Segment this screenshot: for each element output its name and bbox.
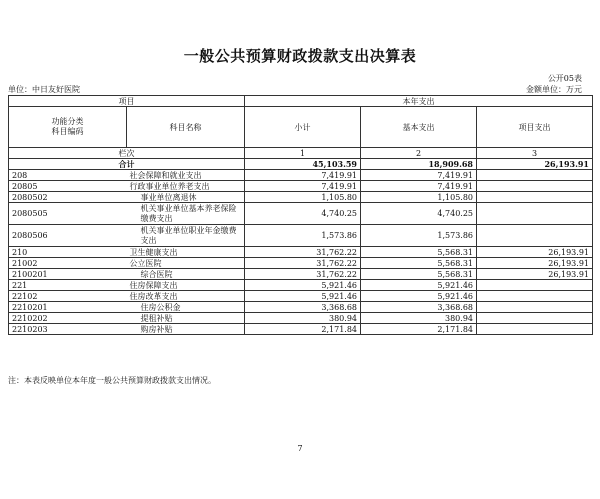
header-current-year: 本年支出 xyxy=(245,96,593,107)
row-project xyxy=(477,225,593,247)
table-row xyxy=(9,192,593,203)
row-code: 208 xyxy=(9,170,127,181)
header-func-class xyxy=(9,107,127,148)
row-basic: 2,171.84 xyxy=(361,324,477,335)
total-basic: 18,909.68 xyxy=(361,159,477,170)
row-basic: 5,568.31 xyxy=(361,247,477,258)
row-name: 公立医院 xyxy=(127,258,245,269)
column-number-row xyxy=(9,148,593,159)
column-no-1: 1 xyxy=(245,148,361,159)
form-code: 公开05表 xyxy=(547,74,582,83)
page-number: 7 xyxy=(297,444,303,453)
row-code: 2080506 xyxy=(9,225,127,247)
row-code: 21002 xyxy=(9,258,127,269)
row-code: 2210203 xyxy=(9,324,127,335)
row-name: 住房改革支出 xyxy=(127,291,245,302)
row-basic: 1,573.86 xyxy=(361,225,477,247)
row-project xyxy=(477,291,593,302)
row-name: 提租补贴 xyxy=(127,313,245,324)
total-label: 合计 xyxy=(9,159,245,170)
row-project xyxy=(477,181,593,192)
row-basic: 5,568.31 xyxy=(361,258,477,269)
row-code: 2080502 xyxy=(9,192,127,203)
row-name: 住房公积金 xyxy=(127,302,245,313)
row-name: 综合医院 xyxy=(127,269,245,280)
header-row-2 xyxy=(9,107,593,148)
row-name: 社会保障和就业支出 xyxy=(127,170,245,181)
header-subject-code-text: 科目编码 xyxy=(51,127,84,136)
row-subtotal: 5,921.46 xyxy=(245,280,361,291)
row-name: 行政事业单位养老支出 xyxy=(127,181,245,192)
row-name: 购房补贴 xyxy=(127,324,245,335)
row-code: 221 xyxy=(9,280,127,291)
row-basic: 3,368.68 xyxy=(361,302,477,313)
row-basic: 5,921.46 xyxy=(361,280,477,291)
table-row xyxy=(9,269,593,280)
row-code: 2210201 xyxy=(9,302,127,313)
table-row xyxy=(9,225,593,247)
table-row xyxy=(9,258,593,269)
table-row xyxy=(9,181,593,192)
column-no-2: 2 xyxy=(361,148,477,159)
total-row xyxy=(9,159,593,170)
row-basic: 7,419.91 xyxy=(361,181,477,192)
row-subtotal: 2,171.84 xyxy=(245,324,361,335)
header-subject-name: 科目名称 xyxy=(127,107,245,148)
row-basic: 4,740.25 xyxy=(361,203,477,225)
expenditure-table xyxy=(8,95,593,335)
row-code: 210 xyxy=(9,247,127,258)
total-subtotal: 45,103.59 xyxy=(245,159,361,170)
total-project: 26,193.91 xyxy=(477,159,593,170)
row-code: 20805 xyxy=(9,181,127,192)
table-row xyxy=(9,302,593,313)
row-basic: 1,105.80 xyxy=(361,192,477,203)
row-code: 22102 xyxy=(9,291,127,302)
row-code: 2210202 xyxy=(9,313,127,324)
money-unit-label: 金额单位：万元 xyxy=(526,85,582,94)
table-row xyxy=(9,203,593,225)
page-title: 一般公共预算财政拨款支出决算表 xyxy=(183,47,417,65)
row-name: 事业单位离退休 xyxy=(127,192,245,203)
row-name: 住房保障支出 xyxy=(127,280,245,291)
row-subtotal: 1,573.86 xyxy=(245,225,361,247)
row-basic: 7,419.91 xyxy=(361,170,477,181)
unit-label: 单位：中日友好医院 xyxy=(8,85,80,94)
row-subtotal: 5,921.46 xyxy=(245,291,361,302)
header-project: 项目 xyxy=(9,96,245,107)
column-no-label: 栏次 xyxy=(9,148,245,159)
column-no-3: 3 xyxy=(477,148,593,159)
row-code: 2100201 xyxy=(9,269,127,280)
table-row xyxy=(9,247,593,258)
row-project xyxy=(477,313,593,324)
row-subtotal: 4,740.25 xyxy=(245,203,361,225)
table-row xyxy=(9,324,593,335)
row-subtotal: 3,368.68 xyxy=(245,302,361,313)
table-row xyxy=(9,291,593,302)
row-name: 机关事业单位职业年金缴费支出 xyxy=(127,225,245,247)
table-row xyxy=(9,280,593,291)
row-subtotal: 380.94 xyxy=(245,313,361,324)
row-subtotal: 1,105.80 xyxy=(245,192,361,203)
row-project xyxy=(477,203,593,225)
row-project: 26,193.91 xyxy=(477,258,593,269)
header-project-exp: 项目支出 xyxy=(477,107,593,148)
row-code: 2080505 xyxy=(9,203,127,225)
row-subtotal: 31,762.22 xyxy=(245,247,361,258)
row-project xyxy=(477,302,593,313)
row-project: 26,193.91 xyxy=(477,247,593,258)
table-note: 注：本表反映单位本年度一般公共预算财政拨款支出情况。 xyxy=(8,376,216,385)
row-project xyxy=(477,324,593,335)
row-name: 卫生健康支出 xyxy=(127,247,245,258)
row-basic: 380.94 xyxy=(361,313,477,324)
row-name: 机关事业单位基本养老保险缴费支出 xyxy=(127,203,245,225)
header-func-class-text: 功能分类 xyxy=(51,117,84,126)
row-subtotal: 7,419.91 xyxy=(245,181,361,192)
header-row-1 xyxy=(9,96,593,107)
row-basic: 5,568.31 xyxy=(361,269,477,280)
row-project xyxy=(477,170,593,181)
row-project xyxy=(477,280,593,291)
header-subtotal: 小计 xyxy=(245,107,361,148)
header-basic: 基本支出 xyxy=(361,107,477,148)
table-row xyxy=(9,313,593,324)
row-project: 26,193.91 xyxy=(477,269,593,280)
row-subtotal: 7,419.91 xyxy=(245,170,361,181)
row-subtotal: 31,762.22 xyxy=(245,269,361,280)
table-row xyxy=(9,170,593,181)
row-subtotal: 31,762.22 xyxy=(245,258,361,269)
row-project xyxy=(477,192,593,203)
row-basic: 5,921.46 xyxy=(361,291,477,302)
